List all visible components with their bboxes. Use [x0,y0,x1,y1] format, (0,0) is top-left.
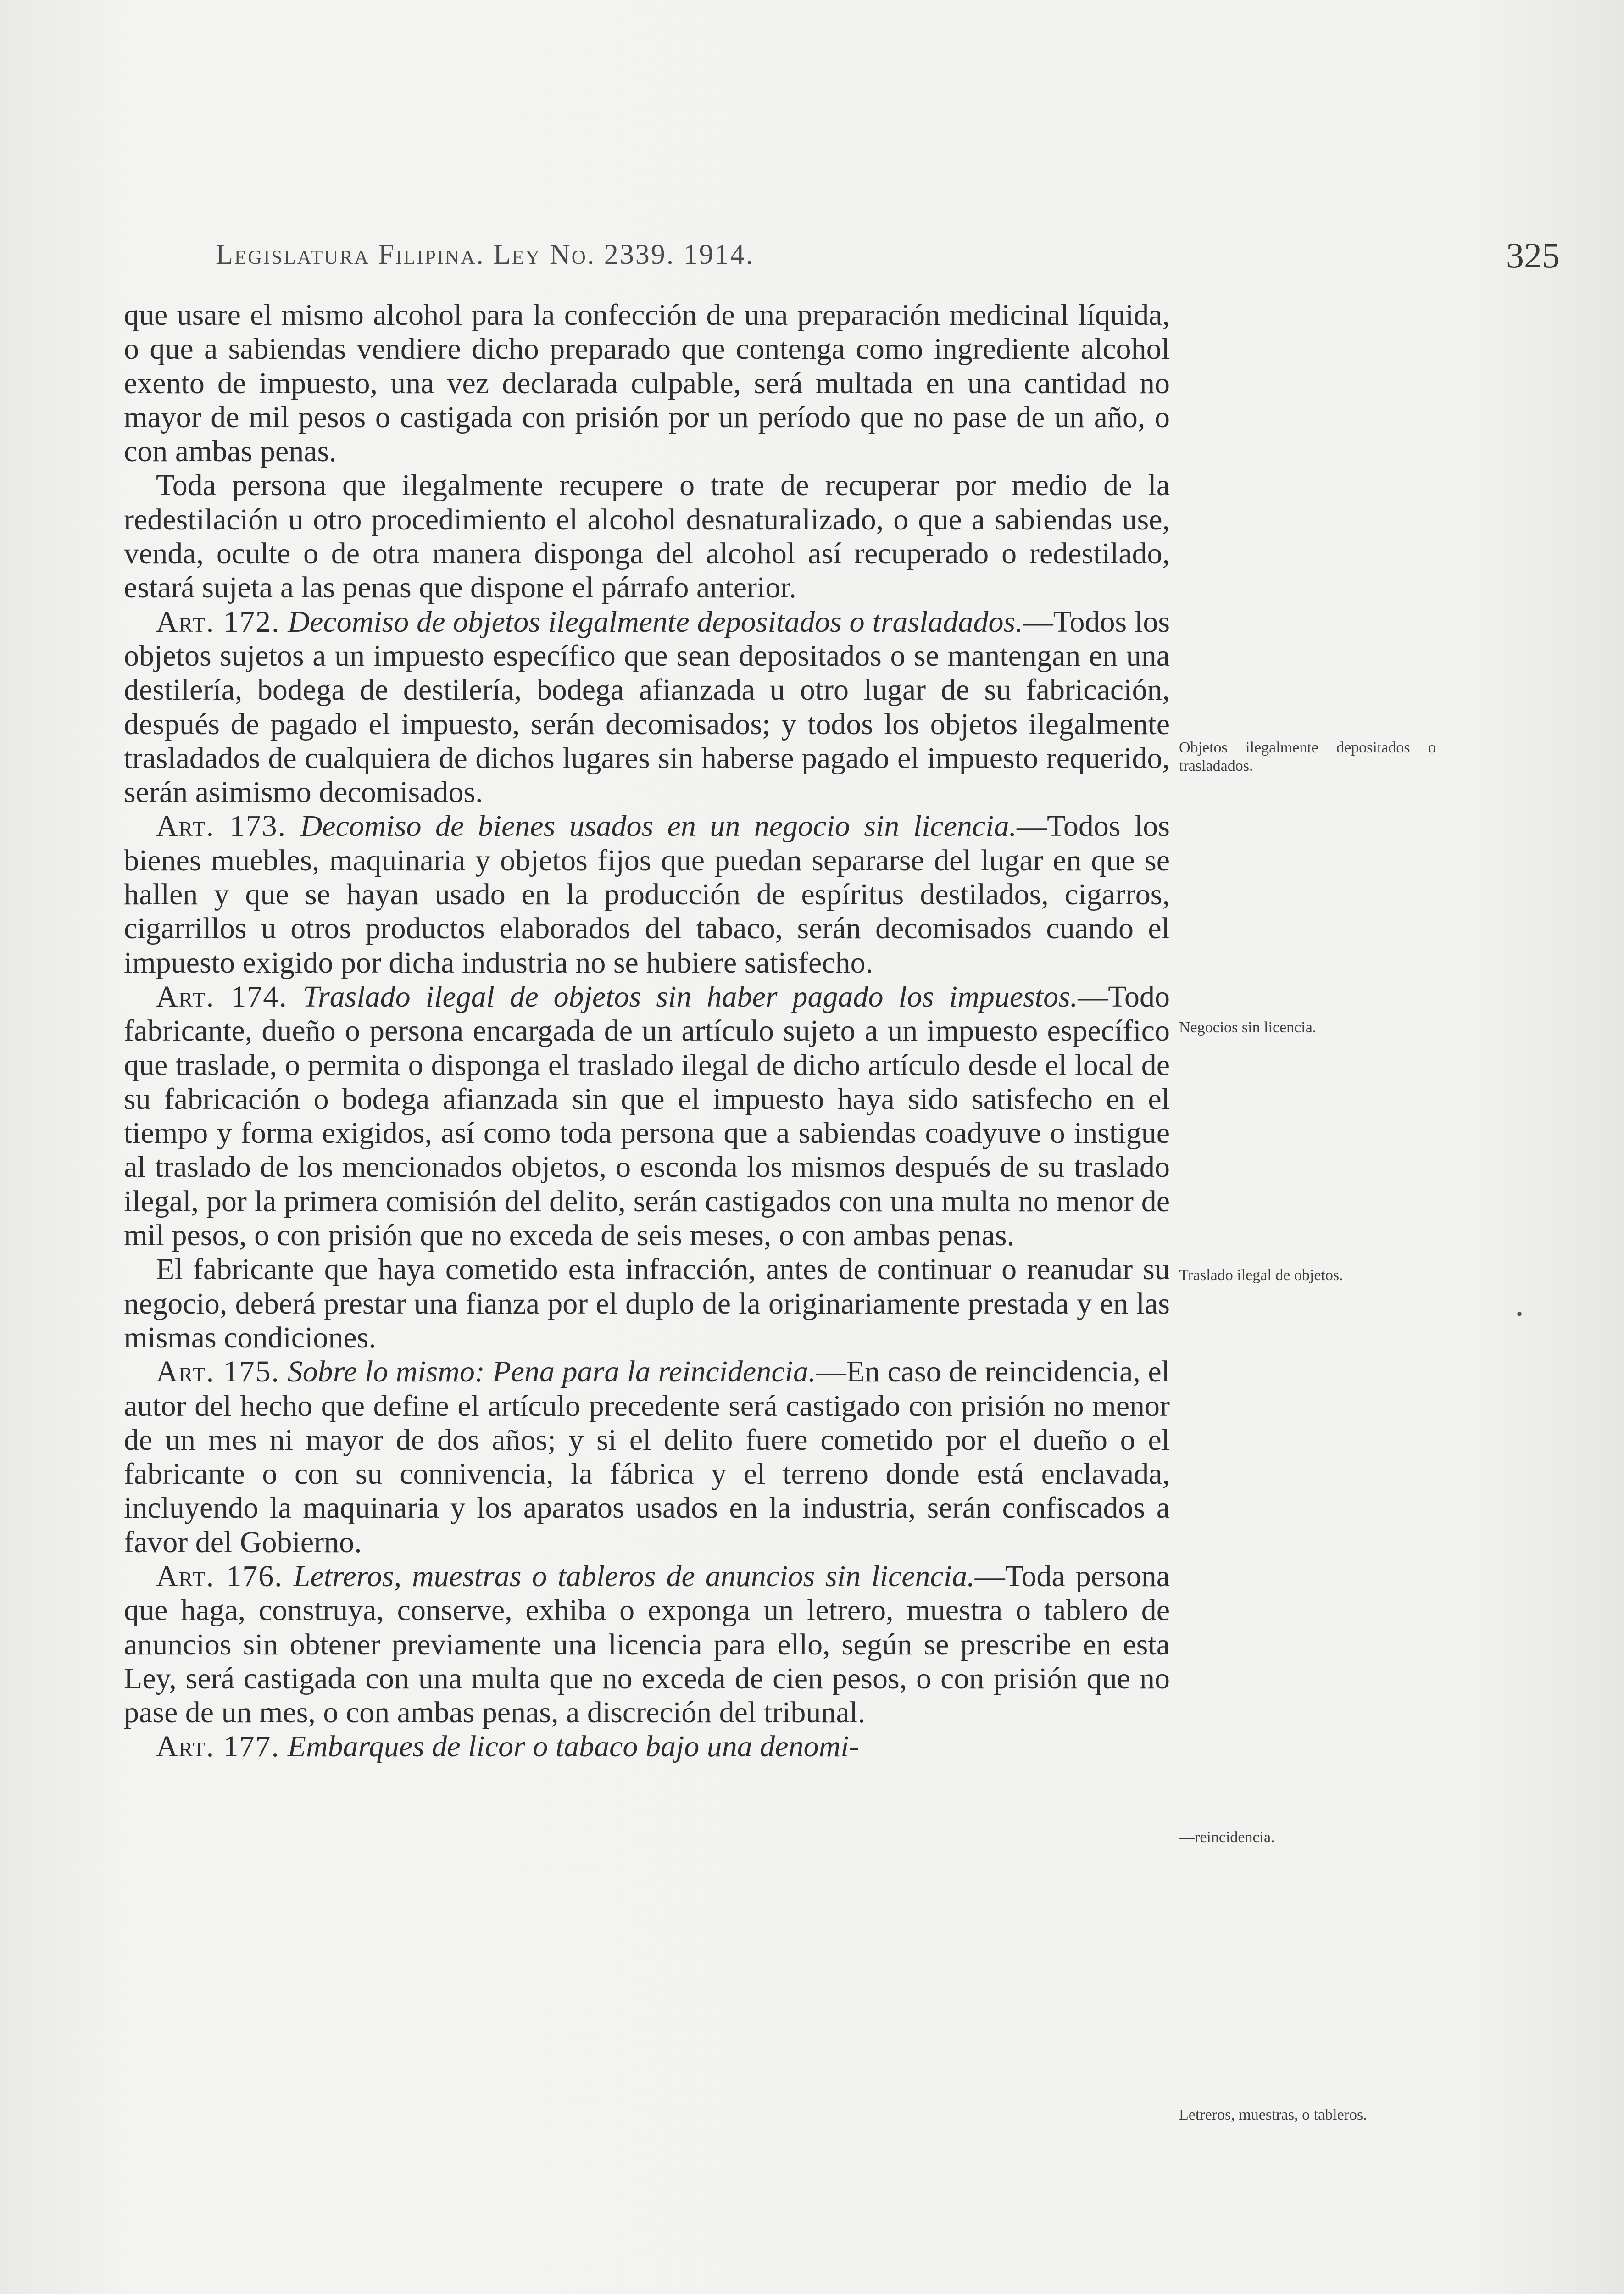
paragraph-redestilacion: Toda persona que ilegalmente recupere o trate de recuperar por medio de la redestilación u otro procedimiento el alcohol desnaturalizado, o que a sabiendas use, venda, oculte o de otra manera disponga del alcohol así recuperado o redestilado, estará sujeta a las penas que dispone el párrafo anterior. [124,468,1170,605]
article-172-title: Decomiso de objetos ilegalmente depositados o trasladados. [288,605,1023,639]
article-173-label: Art. 173. [156,809,287,843]
article-176-label: Art. 176. [156,1559,283,1593]
margin-note-176: Letreros, muestras, o tableros. [1179,2106,1367,2123]
article-175 [124,1355,1170,1559]
body-text [124,298,1170,1764]
article-173-text: —Todos los bienes muebles, maquinaria y objetos fijos que puedan separarse del lugar en que se hallen y que se hayan usado en la producción de espíritus destilados, cigarros, cigarrillos u otros productos elaborados del tabaco, serán decomisados cuando el impuesto exigido por dicha industria no se hubiere satisfecho. [124,809,1170,980]
article-173-title: Decomiso de bienes usados en un negocio sin licencia. [300,809,1017,843]
article-174-label: Art. 174. [156,980,288,1013]
stray-ink-mark: • [1516,1303,1523,1324]
article-172-text: —Todos los objetos sujetos a un impuesto específico que sean depositados o se mantengan en una destilería, bodega de destilería, bodega afianzada u otro lugar de su fabricación, después de pagado el impuesto, serán decomisados; y todos los objetos ilegalmente trasladados de cualquiera de dichos lugares sin haberse pagado el impuesto requerido, serán asimismo decomisados. [124,605,1170,809]
paragraph-continuation: que usare el mismo alcohol para la confección de una preparación medicinal líquida, o que a sabiendas vendiere dicho preparado que contenga como ingrediente alcohol exento de impuesto, una vez declarada culpable, será multada en una cantidad no mayor de mil pesos o castigada con prisión por un período que no pase de un año, o con ambas penas. [124,298,1170,468]
article-177-label: Art. 177. [156,1730,280,1764]
article-176-text: —Toda persona que haga, construya, conserve, exhiba o exponga un letrero, muestra o tablero de anuncios sin obtener previamente una licencia para ello, según se prescribe en esta Ley, será castigada con una multa que no exceda de cien pesos, o con prisión que no pase de un mes, o con ambas penas, a discreción del tribunal. [124,1559,1170,1730]
article-173 [124,809,1170,980]
article-174 [124,980,1170,1253]
article-176-title: Letreros, muestras o tableros de anuncios sin licencia. [293,1559,975,1593]
article-172-label: Art. 172. [156,605,280,639]
running-head: Legislatura Filipina. Ley No. 2339. 1914. [216,239,755,270]
margin-note-175: —reincidencia. [1179,1829,1275,1846]
page-number: 325 [1506,235,1560,275]
article-175-text: —En caso de reincidencia, el autor del hecho que define el artículo precedente será castigado con prisión no menor de un mes ni mayor de dos años; y si el delito fuere cometido por el dueño o el fabricante o con su connivencia, la fábrica y el terreno donde está enclavada, incluyendo la maquinaria y los aparatos usados en la industria, serán confiscados a favor del Gobierno. [124,1355,1170,1559]
article-177-title: Embarques de licor o tabaco bajo una denomi- [287,1730,859,1764]
margin-note-172: Objetos ilegalmente depositados o trasladados. [1179,739,1436,774]
margin-note-174: Traslado ilegal de objetos. [1179,1267,1343,1284]
page-header [216,235,1560,289]
margin-note-173: Negocios sin licencia. [1179,1019,1317,1036]
article-177 [124,1730,1170,1764]
article-176 [124,1559,1170,1730]
article-174-title: Traslado ilegal de objetos sin haber pagado los impuestos. [302,980,1078,1013]
article-174-text: —Todo fabricante, dueño o persona encargada de un artículo sujeto a un impuesto específico que traslade, o permita o disponga el traslado ilegal de dicho artículo desde el local de su fabricación o bodega afianzada sin que el impuesto haya sido satisfecho en el tiempo y forma exigidos, así como toda persona que a sabiendas coadyuve o instigue al traslado de los mencionados objetos, o esconda los mismos después de su traslado ilegal, por la primera comisión del delito, serán castigados con una multa no menor de mil pesos, o con prisión que no exceda de seis meses, o con ambas penas. [124,980,1170,1253]
article-175-label: Art. 175. [156,1355,280,1389]
article-175-title: Sobre lo mismo: Pena para la reincidencia. [287,1355,816,1389]
article-172 [124,605,1170,810]
article-174-paragraph-2: El fabricante que haya cometido esta infracción, antes de continuar o reanudar su negocio, deberá prestar una fianza por el duplo de la originariamente prestada y en las mismas condiciones. [124,1253,1170,1354]
